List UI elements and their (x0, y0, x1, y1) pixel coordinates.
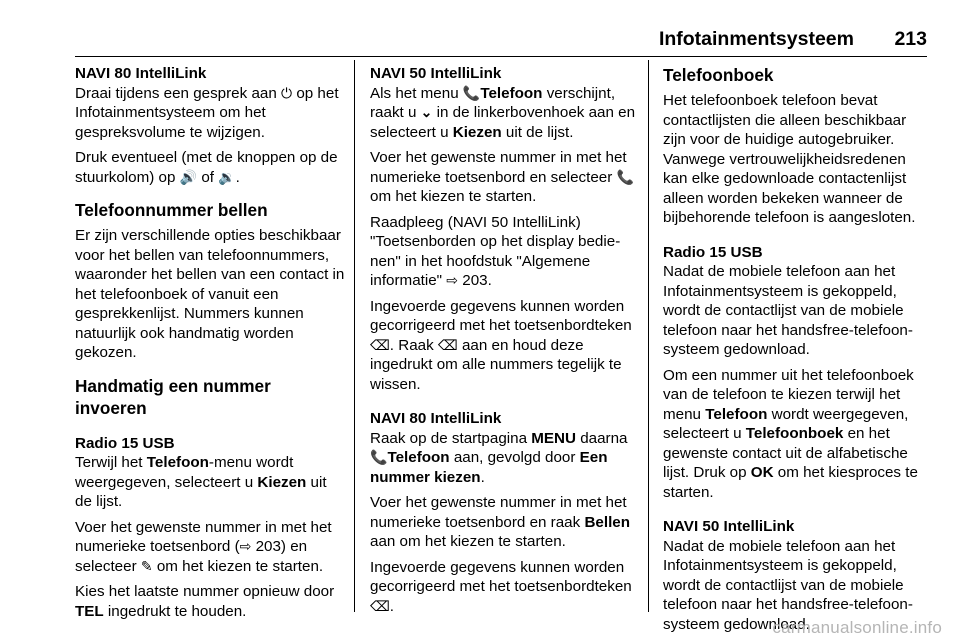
text: Kies het laatste nummer opnieuw door (75, 583, 335, 600)
paragraph (370, 297, 638, 395)
button-term: TEL (75, 602, 104, 620)
text: Terwijl het (75, 454, 147, 471)
subheading-navi50: NAVI 50 IntelliLink (663, 518, 795, 535)
page-title: Infotainmentsysteem (658, 28, 854, 50)
text: Raak op de startpagina (370, 429, 532, 447)
text: uit de lijst. (75, 473, 327, 510)
backspace-icon: ⌫ (370, 597, 390, 614)
paragraph: Er zijn verschillende opties beschikbaar voor het bellen van telefoonnummers, waaronder het bellen van een contact in het telefoonboek of vanuit een gesprekkenlijst. Nummers kunnen natuurlijk ook handmatig worden gekozen. (75, 227, 345, 361)
menu-term: Telefoonboek (745, 425, 844, 442)
menu-term: Telefoon (146, 454, 209, 471)
rotary-knob-icon: ⏻ (281, 84, 293, 101)
page-header (75, 26, 927, 57)
text: Als het menu (370, 84, 463, 102)
text: Voer het gewenste nummer in met het numerieke toetsenbord en raak (370, 494, 627, 531)
text: Voer het gewenste nummer in met het numerieke toetsenbord ( (75, 518, 332, 555)
subheading-navi80: NAVI 80 IntelliLink (370, 410, 502, 427)
chevron-down-icon: ⌄ (420, 104, 433, 120)
menu-term: Kiezen (257, 473, 307, 491)
backspace-icon: ⌫ (437, 336, 458, 353)
text: uit de lijst. (501, 123, 574, 141)
subheading-radio15: Radio 15 USB (663, 243, 763, 261)
text: Ingevoerde gegevens kunnen worden gecorrigeerd met het toetsenbordteken (370, 558, 632, 595)
paragraph (370, 558, 638, 617)
text: om het kiezen te starten. (370, 188, 537, 205)
volume-up-icon: 🔊 (179, 168, 198, 185)
paragraph (75, 148, 347, 187)
text: . (389, 597, 395, 615)
text: 203. (458, 272, 492, 289)
paragraph (370, 213, 638, 291)
paragraph (75, 453, 347, 512)
paragraph (370, 84, 638, 143)
heading-telefoonboek: Telefoonboek (663, 65, 774, 85)
menu-term: Bellen (584, 513, 631, 531)
paragraph (75, 518, 347, 577)
column-left (75, 64, 347, 627)
text: 203) en selecteer (75, 538, 308, 575)
text: daarna (575, 429, 628, 447)
text: Voer het gewenste nummer in met het numerieke toetsenbord en selecteer (370, 149, 627, 186)
text: verschijnt, raakt u (370, 84, 616, 121)
text: op het Infotainmentsysteem om het gespreksvolume te wijzigen. (75, 84, 339, 141)
paragraph (370, 493, 638, 552)
heading-handmatig: Handmatig een nummer invoeren (75, 375, 271, 418)
subheading-navi50: NAVI 50 IntelliLink (370, 65, 502, 82)
subheading-navi80: NAVI 80 IntelliLink (75, 65, 207, 82)
text: aan, gevolgd door (449, 449, 580, 466)
menu-term: MENU (531, 429, 576, 447)
text: aan en houd deze ingedrukt om alle nummers tegelijk te wissen. (370, 336, 622, 393)
text: ingedrukt te houden. (103, 602, 247, 620)
paragraph (663, 366, 929, 503)
text: of (197, 168, 219, 186)
phone-icon: 📞 (616, 168, 634, 185)
page-number: 213 (894, 28, 927, 50)
phone-icon: 📞 (462, 84, 481, 101)
text: Ingevoerde gegevens kunnen worden gecorrigeerd met het toetsenbordteken (370, 297, 632, 334)
page-reference-arrow-icon: ⇨ (239, 538, 252, 554)
paragraph: Het telefoonboek telefoon bevat contactlijsten die alleen beschikbaar zijn voor de huidige autogebruiker. Vanwege vertrouwelijkheidsredenen kan elke gedownloade contactenlijst alleen worden bekeken wanneer de bijbehorende telefoon is aangesloten. (663, 92, 916, 226)
paragraph (370, 148, 638, 207)
text: -menu wordt weergegeven, selecteert u (75, 454, 294, 491)
text: aan om het kiezen te starten. (370, 533, 566, 550)
text: Om een nummer uit het telefoonboek van de telefoon te kiezen terwijl het menu (663, 366, 914, 423)
text: om het kiesproces te starten. (663, 464, 918, 501)
menu-term: Telefoon (480, 84, 543, 102)
backspace-icon: ⌫ (370, 336, 390, 353)
pencil-icon: ✎ (140, 557, 153, 574)
paragraph: Nadat de mobiele telefoon aan het Infotainmentsysteem is gekoppeld, wordt de contactlijst van de mobiele telefoon naar het handsfree-telefoonsysteem gedownload. (663, 263, 913, 358)
heading-telefoonnummer-bellen: Telefoonnummer bellen (75, 200, 268, 220)
text: Druk eventueel (met de knoppen op de stuurkolom) op (75, 149, 338, 186)
paragraph: Nadat de mobiele telefoon aan het Infotainmentsysteem is gekoppeld, wordt de contactlijst van de mobiele telefoon naar het handsfree-telefoonsysteem gedownload. (663, 537, 913, 633)
column-divider (648, 60, 649, 612)
menu-term: Telefoon (387, 449, 450, 466)
column-divider (354, 60, 355, 612)
button-term: OK (750, 464, 774, 481)
watermark: carmanualsonline.info (772, 618, 942, 637)
text: om het kiezen te starten. (152, 557, 324, 575)
column-right (663, 64, 929, 640)
text: . (235, 168, 240, 186)
text: Raadpleeg (NAVI 50 IntelliLink) "Toetsenborden op het display bedienen" in het hoofdstuk "Algemene informatie" (370, 213, 621, 289)
text: en het gewenste contact uit de alfabetische lijst. Druk op (663, 425, 908, 481)
text: Draai tijdens een gesprek aan (75, 84, 282, 102)
paragraph (370, 429, 638, 488)
page-reference-arrow-icon: ⇨ (446, 272, 459, 288)
subheading-radio15: Radio 15 USB (75, 434, 175, 452)
column-middle (370, 64, 638, 622)
volume-down-icon: 🔉 (218, 168, 236, 185)
menu-term: Kiezen (452, 123, 502, 141)
phone-icon: 📞 (370, 449, 388, 465)
text: wordt weergegeven, selecteert u (663, 405, 909, 442)
text: in de linkerbovenhoek aan en selecteert u (370, 104, 636, 141)
menu-term: Een nummer kiezen (370, 449, 608, 486)
text: . Raak (389, 336, 438, 354)
paragraph (75, 84, 347, 143)
menu-term: Telefoon (705, 405, 768, 423)
paragraph (75, 582, 347, 621)
text: . (480, 468, 485, 486)
